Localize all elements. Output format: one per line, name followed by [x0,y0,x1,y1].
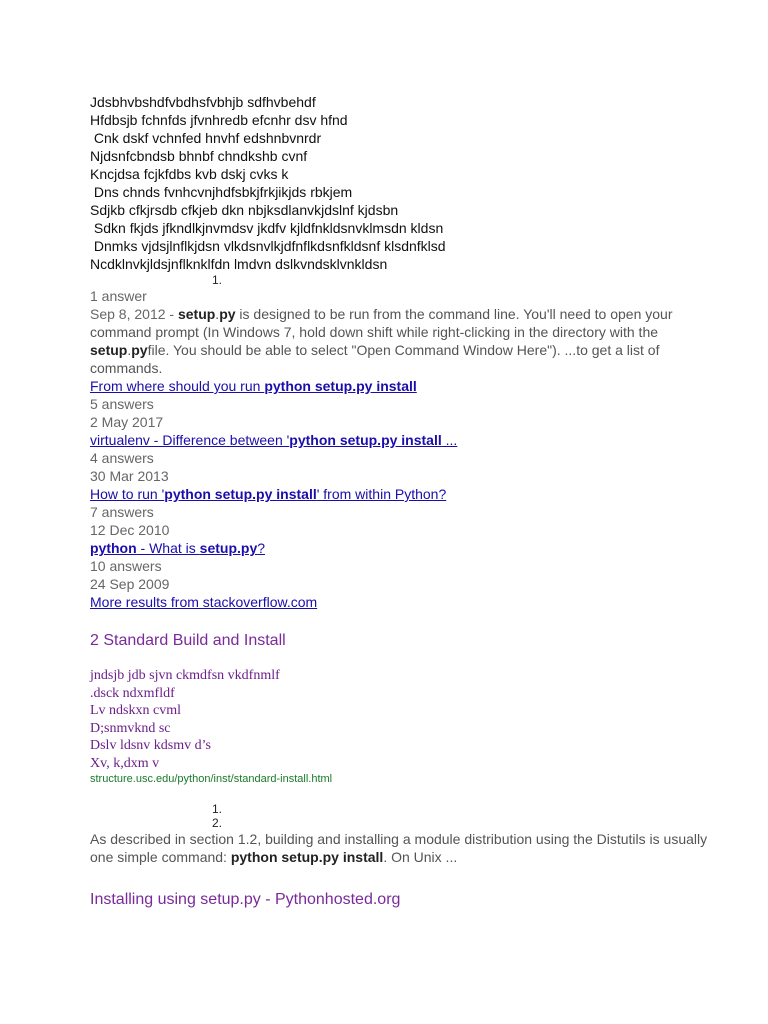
answer-date: 12 Dec 2010 [90,522,170,538]
snippet-text: . [127,342,132,358]
snippet-text: file. You should be able to select "Open Command Window Here"). ...to get a list of commands. [90,342,660,376]
snippet-text: . On Unix ... [383,849,458,865]
text-line: Njdsnfcbndsb bhnbf chndkshb cvnf [90,148,308,164]
text-line: Lv ndskxn cvml [90,703,181,718]
link-text: ... [441,432,458,448]
junk-text-block [90,93,730,273]
answer-count: 5 answers [90,396,154,412]
text-line: jndsjb jdb sjvn ckmdfsn vkdfnmlf [90,668,280,683]
answer-date: 30 Mar 2013 [90,468,169,484]
bold-term: setup [90,342,128,358]
result-link[interactable] [90,377,730,395]
link-text: ' from within Python? [316,486,447,502]
link-bold-text: setup.py [199,540,258,556]
section-snippet [90,830,730,866]
result-url: structure.usc.edu/python/inst/standard-install.html [90,773,333,785]
list-number: 2. [212,816,223,830]
text-line: Cnk dskf vchnfed hnvhf edshnbvnrdr [90,130,322,146]
snippet-text: is designed to be run from the command line. You'll need to open your command prompt (In Windows 7, hold down shift while right-clicking in the directory with the [90,306,673,340]
link-text: ? [257,540,266,556]
text-line: Kncjdsa fcjkfdbs kvb dskj cvks k [90,166,289,182]
section-heading: 2 Standard Build and Install [90,632,286,649]
result-list [90,377,730,611]
text-line: Sdjkb cfkjrsdb cfkjeb dkn nbjksdlanvkjdslnf kjdsbn [90,202,399,218]
snippet-text: As described in section 1.2, building and installing a module distribution using the Distutils is usually one simple command: [90,831,708,865]
text-line: Ncdklnvkjldsjnflknklfdn lmdvn dslkvndsklvnkldsn [90,256,388,272]
bold-term: py [131,342,148,358]
document-body [90,93,730,910]
answer-count: 4 answers [90,450,154,466]
first-answer [90,287,730,377]
answer-date: 2 May 2017 [90,414,164,430]
link-text: virtualenv - Difference between ' [90,432,290,448]
link-text: How to run ' [90,486,165,502]
link-bold-text: python setup.py install [264,378,417,394]
snippet-text: . [215,306,220,322]
text-line: Jdsbhvbshdfvbdhsfvbhjb sdfhvbehdf [90,94,316,110]
more-results-link[interactable]: More results from stackoverflow.com [90,594,318,610]
text-line: Dslv ldsnv kdsmv d’s [90,738,211,753]
link-text: - What is [136,540,200,556]
answer-date: Sep 8, 2012 - [90,306,178,322]
link-bold-text: python [90,540,137,556]
numbered-list [90,802,730,830]
link-bold-text: python setup.py install [289,432,442,448]
answer-snippet [90,305,730,377]
list-number: 1. [212,802,223,816]
serif-text-block [90,667,730,772]
text-line: D;snmvknd sc [90,720,171,736]
answer-date: 24 Sep 2009 [90,576,170,592]
answer-count: 7 answers [90,504,154,520]
text-line: Sdkn fkjds jfkndlkjnvmdsv jkdfv kjldfnkldsnvklmsdn kldsn [90,220,444,236]
link-text: From where should you run [90,378,265,394]
bold-term: setup [177,306,216,322]
text-line: Dnmks vjdsjlnflkjdsn vlkdsnvlkjdfnflkdsnfkldsnf klsdnfklsd [90,238,446,254]
result-link[interactable] [90,539,730,557]
bold-term: python setup.py install [230,849,384,865]
text-line: Xv, k,dxm v [90,755,160,771]
bold-term: py [219,306,236,322]
text-line: Hfdbsjb fchnfds jfvnhredb efcnhr dsv hfnd [90,112,348,128]
list-number: 1. [212,273,223,287]
result-link[interactable] [90,431,730,449]
answer-count: 1 answer [90,288,147,304]
result-link[interactable] [90,485,730,503]
link-bold-text: python setup.py install [164,486,317,502]
text-line: .dsck ndxmfldf [90,685,175,701]
answer-count: 10 answers [90,558,162,574]
text-line: Dns chnds fvnhcvnjhdfsbkjfrkjikjds rbkjem [90,184,353,200]
section-heading: Installing using setup.py - Pythonhosted.org [90,891,401,908]
